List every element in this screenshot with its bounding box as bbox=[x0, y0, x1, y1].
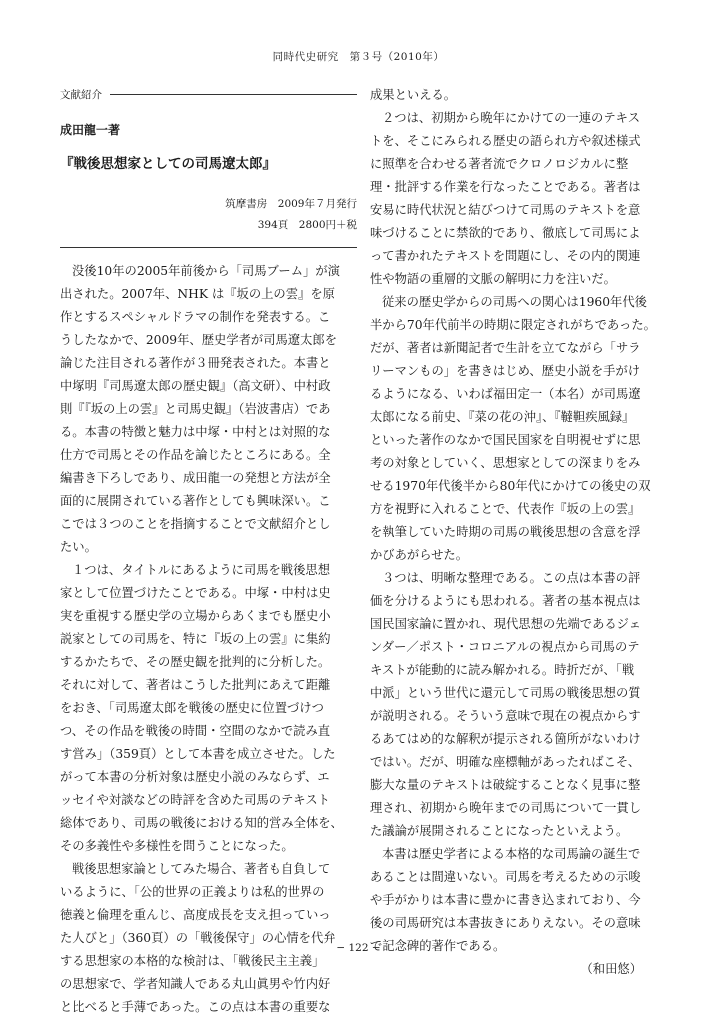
text-line: がって本書の分析対象は歴史小説のみならず、エ bbox=[60, 770, 330, 784]
text-line: 則『『坂の上の雲』と司馬史観』（岩波書店）であ bbox=[60, 402, 331, 416]
text-line: で記念碑的著作である。 bbox=[370, 939, 506, 953]
text-line: って書かれたテキストを問題にし、その内的関連 bbox=[370, 249, 641, 263]
text-line: た人びと」（360頁）の「戦後保守」の心情を代弁 bbox=[60, 931, 336, 945]
text-line: るようになる、いわば福田定一（本名）が司馬遼 bbox=[370, 387, 641, 401]
text-line: つ、その作品を戦後の時間・空間のなかで読み直 bbox=[60, 724, 331, 738]
text-line: と比べると手薄であった。この点は本書の重要な bbox=[60, 1000, 331, 1014]
text-line: す営み」（359頁）として本書を成立させた。した bbox=[60, 747, 336, 761]
text-line: 面的に展開されている著作としても興味深い。こ bbox=[60, 494, 331, 508]
text-line: 作とするスペシャルドラマの制作を発表する。こ bbox=[60, 310, 331, 324]
text-line: その多義性や多様性を問うことになった。 bbox=[60, 839, 294, 853]
right-body-text bbox=[370, 84, 660, 981]
text-line: 味づけることに禁欲的であり、徹底して司馬によ bbox=[370, 226, 641, 240]
page-number: − 122 − bbox=[336, 942, 381, 954]
text-line: 方を視野に入れることで、代表作『坂の上の雲』 bbox=[370, 502, 641, 516]
text-line: リーマンもの」を書きはじめ、歴史小説を手がけ bbox=[370, 364, 641, 378]
text-line: といった著作のなかで国民国家を自明視せずに思 bbox=[370, 433, 641, 447]
text-line: いるように、「公的世界の正義よりは私的世界の bbox=[60, 885, 325, 899]
text-line: 膨大な量のテキストは破綻することなく見事に整 bbox=[370, 778, 641, 792]
text-line: せる1970年代後半から80年代にかけての後史の双 bbox=[370, 479, 651, 493]
text-line: る。本書の特徴と魅力は中塚・中村とは対照的な bbox=[60, 425, 331, 439]
text-line: かびあがらせた。 bbox=[370, 548, 469, 562]
text-line: 本書は歴史学者による本格的な司馬論の誕生で bbox=[382, 847, 641, 861]
text-line: や手がかりは本書に豊かに書き込まれており、今 bbox=[370, 893, 641, 907]
text-line: １つは、タイトルにあるように司馬を戦後思想 bbox=[72, 563, 330, 577]
text-line: 考の対象としていく、思想家としての深まりをみ bbox=[370, 456, 641, 470]
text-line: 成果といえる。 bbox=[370, 88, 457, 102]
text-line: 論じた注目される著作が３冊発表された。本書と bbox=[60, 356, 331, 370]
text-line: ンダー／ポスト・コロニアルの視点から司馬のテ bbox=[370, 640, 640, 654]
text-line: 価を分けるようにも思われる。著者の基本視点は bbox=[370, 594, 641, 608]
left-body-text bbox=[60, 260, 357, 1019]
running-head: 同時代史研究 第３号（2010年） bbox=[272, 51, 445, 63]
text-line: の思想家で、学者知識人である丸山眞男や竹内好 bbox=[60, 977, 331, 991]
text-line: 国民国家論に置かれ、現代思想の先端であるジェ bbox=[370, 617, 642, 631]
left-column bbox=[60, 84, 357, 1019]
book-title: 『戦後思想家としての司馬遼太郎』 bbox=[60, 156, 276, 172]
text-line: する思想家の本格的な検討は、「戦後民主主義」 bbox=[60, 954, 325, 968]
text-line: 総体であり、司馬の戦後における知的営み全体を、 bbox=[60, 816, 343, 830]
text-line: 太郎になる前史、『菜の花の沖』、『韃靼疾風録』 bbox=[370, 410, 635, 424]
book-author: 成田龍一著 bbox=[60, 123, 121, 137]
text-line: 理・批評する作業を行なったことである。著者は bbox=[370, 180, 641, 194]
text-line: 後の司馬研究は本書抜きにありえない。その意味 bbox=[370, 916, 641, 930]
text-line: あることは間違いない。司馬を考えるための示唆 bbox=[370, 870, 641, 884]
text-line: 半から70年代前半の時期に限定されがちであった。 bbox=[370, 318, 656, 332]
text-line: るあてはめ的な解釈が提示される箇所がないわけ bbox=[370, 732, 641, 746]
right-column bbox=[370, 84, 660, 981]
text-line: をおき、「司馬遼太郎を戦後の歴史に位置づけつ bbox=[60, 701, 324, 715]
text-line: 中塚明『司馬遼太郎の歴史観』（高文研）、中村政 bbox=[60, 379, 331, 393]
text-line: トを、そこにみられる歴史の語られ方や叙述様式 bbox=[370, 134, 641, 148]
text-line: 仕方で司馬とその作品を論じたところにある。全 bbox=[60, 448, 331, 462]
text-line: 徳義と倫理を重んじ、高度成長を支え担っていっ bbox=[60, 908, 331, 922]
text-line: それに対して、著者はこうした批判にあえて距離 bbox=[60, 678, 331, 692]
text-line: ３つは、明晰な整理である。この点は本書の評 bbox=[382, 571, 641, 585]
text-line: 安易に時代状況と結びつけて司馬のテキストを意 bbox=[370, 203, 641, 217]
publisher-line: 筑摩書房 2009年７月発行 bbox=[225, 198, 357, 210]
reviewer-signature: （和田悠） bbox=[580, 962, 642, 976]
section-label-row bbox=[60, 84, 357, 104]
text-line: 編書き下ろしであり、成田龍一の発想と方法が全 bbox=[60, 471, 331, 485]
text-line: 家として位置づけたことである。中塚・中村は史 bbox=[60, 586, 331, 600]
text-line: ２つは、初期から晩年にかけての一連のテキス bbox=[382, 111, 640, 125]
text-line: キストが能動的に読み解かれる。時折だが、「戦 bbox=[370, 663, 635, 677]
text-line: 理され、初期から晩年までの司馬について一貫し bbox=[370, 801, 642, 815]
text-line: に照準を合わせる著者流でクロノロジカルに整 bbox=[370, 157, 629, 171]
text-line: たい。 bbox=[60, 540, 97, 554]
text-line: 性や物語の重層的文脈の解明に力を注いだ。 bbox=[370, 272, 616, 286]
text-line: ではい。だが、明確な座標軸があったればこそ、 bbox=[370, 755, 641, 769]
text-line: 中派」という世代に還元して司馬の戦後思想の質 bbox=[370, 686, 641, 700]
text-line: 出された。2007年、NHK は『坂の上の雲』を原 bbox=[60, 287, 335, 301]
text-line: が説明される。そういう意味で現在の視点からす bbox=[370, 709, 641, 723]
text-line: を執筆していた時期の司馬の戦後思想の含意を浮 bbox=[370, 525, 641, 539]
text-line: ッセイや対談などの時評を含めた司馬のテキスト bbox=[60, 793, 330, 807]
text-line: 従来の歴史学からの司馬への関心は1960年代後 bbox=[382, 295, 647, 309]
text-line: こでは３つのことを指摘することで文献紹介とし bbox=[60, 517, 331, 531]
section-label: 文献紹介 bbox=[60, 88, 102, 101]
text-line: 実を重視する歴史学の立場からあくまでも歴史小 bbox=[60, 609, 331, 623]
text-line: するかたちで、その歴史観を批判的に分析した。 bbox=[60, 655, 331, 669]
text-line: 説家としての司馬を、特に『坂の上の雲』に集約 bbox=[60, 632, 331, 646]
text-line: 没後10年の2005年前後から「司馬ブーム」が演 bbox=[72, 264, 340, 278]
header-bottom-rule bbox=[60, 247, 357, 248]
text-line: だが、著者は新聞記者で生計を立てながら「サラ bbox=[370, 341, 641, 355]
text-line: た議論が展開されることになったといえよう。 bbox=[370, 824, 629, 838]
text-line: 戦後思想家論としてみた場合、著者も自負して bbox=[72, 862, 331, 876]
text-line: うしたなかで、2009年、歴史学者が司馬遼太郎を bbox=[60, 333, 337, 347]
section-rule bbox=[110, 94, 357, 95]
pages-price-line: 394頁 2800円＋税 bbox=[257, 219, 357, 231]
